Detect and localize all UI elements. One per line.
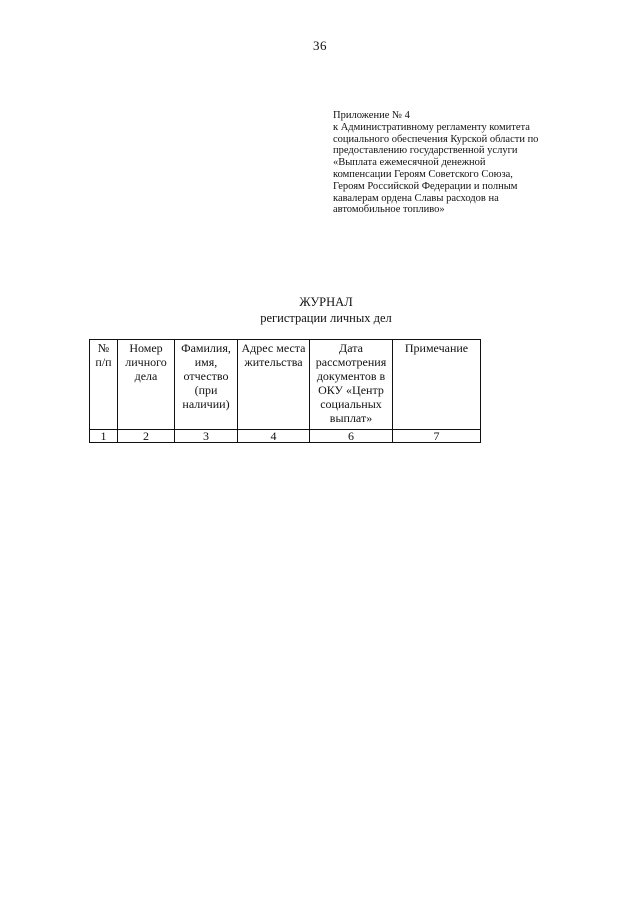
table-header-row <box>90 340 481 430</box>
appendix-line: автомобильное топливо» <box>333 204 445 216</box>
column-number: 2 <box>118 430 175 443</box>
appendix-line: «Выплата ежемесячной денежной <box>333 157 486 169</box>
header-row-number: № п/п <box>90 340 118 430</box>
appendix-line: кавалерам ордена Славы расходов на <box>333 192 499 204</box>
appendix-line: компенсации Героям Советского Союза, <box>333 168 513 180</box>
table-numbering-row <box>90 430 481 443</box>
column-number: 1 <box>90 430 118 443</box>
registry-table <box>89 339 481 443</box>
appendix-line: Героям Российской Федерации и полным <box>333 180 518 192</box>
header-note: Примечание <box>393 340 481 430</box>
header-full-name: Фамилия, имя, отчество (при наличии) <box>175 340 238 430</box>
header-case-number: Номер личного дела <box>118 340 175 430</box>
appendix-line: предоставлению государственной услуги <box>333 145 518 157</box>
column-number: 6 <box>310 430 393 443</box>
journal-title: ЖУРНАЛ <box>299 295 353 309</box>
appendix-line: к Административному регламенту комитета <box>333 121 530 133</box>
appendix-line: Приложение № 4 <box>333 110 410 121</box>
header-address: Адрес места жительства <box>238 340 310 430</box>
column-number: 3 <box>175 430 238 443</box>
journal-subtitle: регистрации личных дел <box>260 311 392 325</box>
column-number: 7 <box>393 430 481 443</box>
appendix-line: социального обеспечения Курской области по <box>333 133 539 145</box>
page-number: 36 <box>313 38 327 53</box>
appendix-note <box>333 110 593 216</box>
header-review-date: Дата рассмотрения документов в ОКУ «Центр социальных выплат» <box>310 340 393 430</box>
column-number: 4 <box>238 430 310 443</box>
